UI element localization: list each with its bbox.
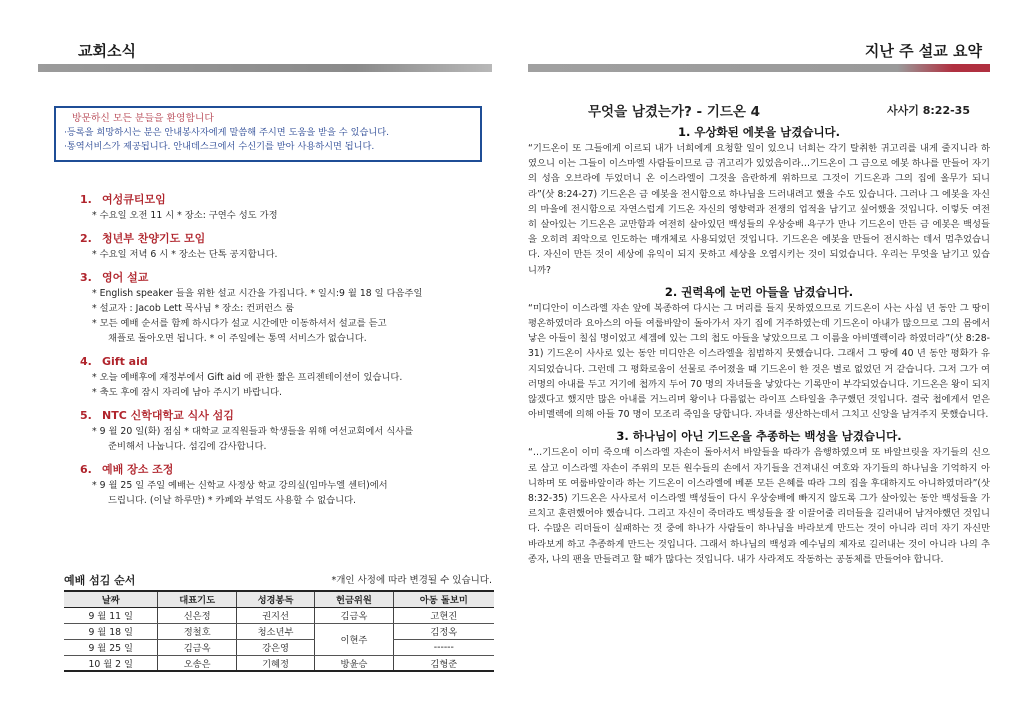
section-number: 4.: [80, 355, 92, 368]
news-section: [80, 231, 500, 262]
section-title-text: 예배 장소 조정: [102, 463, 174, 476]
cell: 김형준: [393, 655, 494, 671]
col-header: 아동 돌보미: [393, 591, 494, 607]
cell: 김금옥: [315, 607, 393, 623]
section-line: 준비해서 나눕니다. 섬김에 감사합니다.: [108, 441, 267, 452]
cell-date: 9 월 25 일: [64, 639, 158, 655]
col-header: 성경봉독: [236, 591, 314, 607]
right-header-title: 지난 주 설교 요약: [864, 42, 982, 60]
sermon-body: [528, 124, 990, 573]
col-header: 날짜: [64, 591, 158, 607]
cell: 신은정: [158, 607, 236, 623]
cell: 권지선: [236, 607, 314, 623]
section-title-text: Gift aid: [102, 355, 148, 368]
left-header-title: 교회소식: [78, 42, 136, 60]
col-header: 헌금위원: [315, 591, 393, 607]
left-header-rule: [38, 64, 492, 72]
section-title-text: 청년부 찬양기도 모임: [102, 232, 206, 245]
section-line: * 축도 후에 잠시 자리에 남아 주시기 바랍니다.: [92, 387, 282, 398]
schedule-table: [64, 590, 494, 672]
right-page: [528, 0, 990, 723]
section-title: [80, 231, 500, 247]
section-line: * 수요일 저녁 6 시 * 장소는 단톡 공지합니다.: [92, 249, 278, 260]
section-line: * 9 월 25 일 주일 예배는 신학교 사정상 학교 강의실(임마누엘 센터)에서: [92, 480, 388, 491]
cell: 김정옥: [393, 623, 494, 639]
cell: 청소년부: [236, 623, 314, 639]
schedule-header-row: [64, 591, 494, 607]
point-title: 1. 우상화된 에봇을 남겼습니다.: [677, 125, 841, 139]
sermon-title: 무엇을 남겼는가? - 기드온 4: [588, 104, 761, 120]
section-title: [80, 270, 500, 286]
section-line: * 설교자 : Jacob Lett 목사님 * 장소: 컨퍼런스 룸: [92, 303, 295, 314]
cell: 고현진: [393, 607, 494, 623]
section-number: 3.: [80, 271, 92, 284]
welcome-box: [54, 106, 482, 162]
section-title: [80, 462, 500, 478]
welcome-line: ·통역서비스가 제공됩니다. 안내데스크에서 수신기를 받아 사용하시면 됩니다.: [64, 141, 375, 152]
cell: ------: [393, 639, 494, 655]
section-line: * 수요일 오전 11 시 * 장소: 구연수 성도 가정: [92, 210, 278, 221]
section-title-text: NTC 신학대학교 식사 섬김: [102, 409, 234, 422]
table-row: [64, 655, 494, 671]
left-page: [38, 0, 492, 723]
section-line: * 모든 예배 순서를 함께 하시다가 설교 시간에만 이동하셔서 설교를 듣고: [92, 318, 387, 329]
news-section: [80, 354, 500, 400]
news-section: [80, 192, 500, 223]
section-line: * 9 월 20 일(화) 점심 * 대학교 교직원들과 학생들을 위해 여선교회에서 식사를: [92, 426, 414, 437]
section-title: [80, 354, 500, 370]
table-row: [64, 639, 494, 655]
cell: 김금옥: [158, 639, 236, 655]
col-header: 대표기도: [158, 591, 236, 607]
section-title-text: 영어 설교: [102, 271, 149, 284]
table-row: [64, 607, 494, 623]
section-line: * 오늘 예배후에 재정부에서 Gift aid 에 관한 짧은 프리젠테이션이 있습니다.: [92, 372, 403, 383]
cell-date: 9 월 11 일: [64, 607, 158, 623]
point-text: “미디안이 이스라엘 자손 앞에 복종하여 다시는 그 머리를 들지 못하였으므로 기드온이 사는 사십 년 동안 그 땅이 평온하였더라 요아스의 아들 여룹바알이 돌아가서 자기 집에 거주하였는데 기드온이 아내가 많으므로 그의 몸에서 낳은 아들이 칠십 명이었고 세겜에 있는 그의 첩도 아들을 낳았으므로 그 이름을 아비멜렉이라 하였더라”(삿 8:28-31) 기드온이 사사로 있는 동안 미디안은 이스라엘을 침범하지 못했습니다. 그래서 그 땅에 40 년 동안 평화가 유지되었습니다. 그런데 그 평화로움이 선물로 주어졌을 때 기드온이 한 것은 별로 없었던 거 같습니다. 그저 그가 여러명의 아내를 두고 거기에 첩까지 두어 70 명의 자녀들을 낳았다는 기록만이 부각되었습니다. 기드온은 왕이 되지 않겠다고 했지만 많은 아내를 거느리며 왕이나 다름없는 라이프 스타일을 추구했던 것입니다. 결국 첩에게서 얻은 아비멜렉에 의해 아들 70 명이 모조리 죽임을 당합니다. 자녀를 생산하는데서 그치고 신앙을 남겨주지 못했습니다.: [528, 302, 990, 421]
section-number: 6.: [80, 463, 92, 476]
cell-date: 10 월 2 일: [64, 655, 158, 671]
section-number: 5.: [80, 409, 92, 422]
cell-merged: 이현주: [315, 623, 393, 655]
point-text: “기드온이 또 그들에게 이르되 내가 너희에게 요청할 일이 있으니 너희는 각기 탈취한 귀고리를 내게 줄지니라 하였으니 이는 그들이 이스마엘 사람들이므로 금 귀고리가 있었음이라…기드온이 그 금으로 에봇 하나를 만들어 자기의 성읍 오브라에 두었더니 온 이스라엘이 그것을 음란하게 위하므로 그것이 기드온과 그의 집에 올무가 되니라”(삿 8:24-27) 기드온은 금 에봇을 전시함으로 하나님을 드러내려고 했을 수도 있습니다. 그러나 그 에봇을 자신의 마을에 전시함으로 자연스럽게 기드온 자신의 영향력과 전쟁의 업적을 남기고 싶어했을 것입니다. 이렇듯 여전히 살아있는 기드온은 교만함과 여전히 살아있던 백성들의 우상숭배 욕구가 만나 기드온이 만든 금 에봇은 백성들을 오히려 죄악으로 인도하는 매개체로 사용되었던 것입니다. 기드온은 에봇을 만들어 전시하는 데서 멈추었습니다. 자신이 만든 것이 세상에 유익이 되지 못하고 세상을 오염시키는 것이 되었습니다. 우리는 무엇을 남기고 있습니까?: [528, 143, 990, 276]
welcome-title: 방문하신 모든 분들을 환영합니다: [72, 113, 214, 124]
section-line: 채플로 돌아오면 됩니다. * 이 주일에는 통역 서비스가 없습니다.: [108, 333, 367, 344]
schedule-title: 예배 섬김 순서: [64, 574, 136, 587]
section-title-text: 여성큐티모임: [102, 193, 166, 206]
section-line: 드립니다. (이날 하루만) * 카페와 부엌도 사용할 수 없습니다.: [108, 495, 357, 506]
section-title: [80, 408, 500, 424]
schedule-note: *개인 사정에 따라 변경될 수 있습니다.: [331, 575, 492, 586]
cell: 정철호: [158, 623, 236, 639]
news-sections: [80, 192, 500, 516]
cell-date: 9 월 18 일: [64, 623, 158, 639]
news-section: [80, 462, 500, 508]
cell: 방윤승: [315, 655, 393, 671]
section-number: 1.: [80, 193, 92, 206]
point-title: 2. 권력욕에 눈먼 아들을 남겼습니다.: [664, 284, 854, 299]
section-line: * English speaker 들을 위한 설교 시간을 가집니다. * 일시:9 월 18 일 다음주일: [92, 288, 423, 299]
news-section: [80, 408, 500, 454]
point-title: 3. 하나님이 아닌 기드온을 추종하는 백성을 남겼습니다.: [616, 429, 902, 444]
scripture-reference: 사사기 8:22-35: [887, 104, 970, 117]
cell: 강은영: [236, 639, 314, 655]
welcome-line: ·등록을 희망하시는 분은 안내봉사자에게 말씀해 주시면 도움을 받을 수 있습니다.: [64, 127, 390, 138]
point-text: “…기드온이 이미 죽으매 이스라엘 자손이 돌아서서 바알들을 따라가 음행하였으며 또 바알브릿을 자기들의 신으로 삼고 이스라엘 자손이 주위의 모든 원수들의 손에서 자기들을 건져내신 여호와 자기들의 하나님을 기억하지 아니하며 또 여룹바알이라 하는 기드온이 이스라엘에 베푼 모든 은혜를 따라 그의 집을 후대하지도 아니하였더라”(삿 8:32-35) 기드온은 사사로서 이스라엘 백성들이 다시 우상숭배에 빠지지 않도록 그가 살아있는 동안 백성들을 가르치고 훈련했어야 했습니다. 그리고 자신이 죽더라도 백성들을 잘 이끌어줄 리더들을 길러내어 남겨야했던 것입니다. 수많은 리더들이 실패하는 것 중에 하나가 사람들이 하나님을 바라보게 만드는 것이 아니라 리더 자기 자신만 바라보게 하고 추종하게 만드는 것입니다. 그래서 하나님의 백성과 예수님의 제자로 길러내는 것이 아니라 나의 추종자, 나의 팬을 만들려고 할 때가 많다는 것입니다. 내가 사라져도 작동하는 공동체를 만들어야 합니다.: [528, 447, 991, 565]
cell: 오송은: [158, 655, 236, 671]
right-header-rule: [528, 64, 990, 72]
section-title: [80, 192, 500, 208]
section-number: 2.: [80, 232, 92, 245]
news-section: [80, 270, 500, 346]
table-row: [64, 623, 494, 639]
cell: 기혜정: [236, 655, 314, 671]
